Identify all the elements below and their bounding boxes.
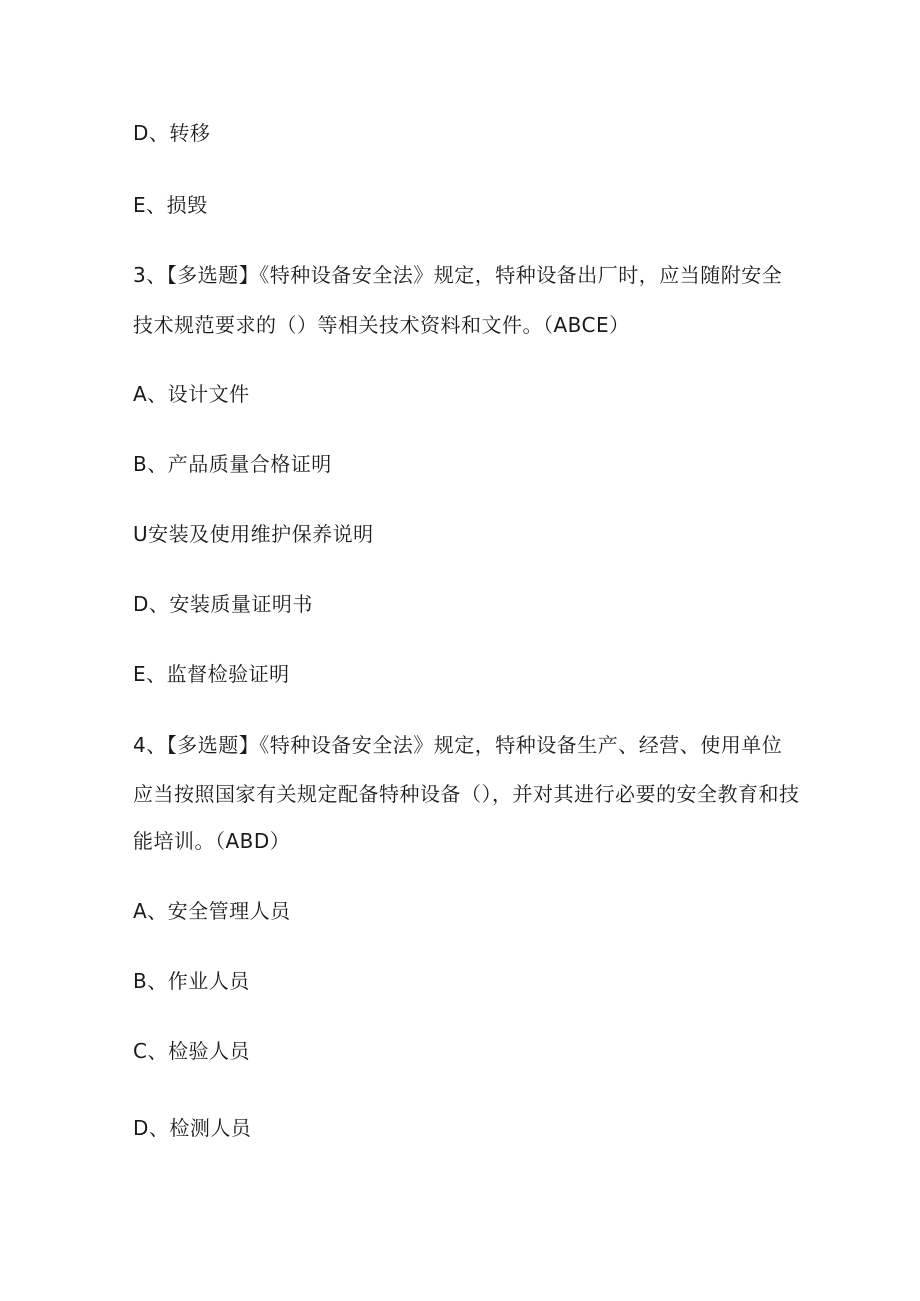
q3-option-c: U安装及使用维护保养说明 xyxy=(133,522,374,546)
q2-option-e: E、损毁 xyxy=(133,193,208,217)
q4-stem-line-2: 应当按照国家有关规定配备特种设备（），并对其进行必要的安全教育和技 xyxy=(133,782,800,806)
q4-option-b: B、作业人员 xyxy=(133,969,250,993)
q3-option-e: E、监督检验证明 xyxy=(133,662,290,686)
q3-stem-line-1: 3、【多选题】《特种设备安全法》规定，特种设备出厂时，应当随附安全 xyxy=(133,263,783,287)
q4-stem-line-3: 能培训。（ABD） xyxy=(133,829,291,853)
q2-option-d: D、转移 xyxy=(133,121,211,145)
q4-option-a: A、安全管理人员 xyxy=(133,899,291,923)
q3-option-b: B、产品质量合格证明 xyxy=(133,452,332,476)
q4-option-d: D、检测人员 xyxy=(133,1116,252,1140)
q4-option-c: C、检验人员 xyxy=(133,1039,250,1063)
q3-stem-line-2: 技术规范要求的（）等相关技术资料和文件。（ABCE） xyxy=(133,313,630,337)
q4-stem-line-1: 4、【多选题】《特种设备安全法》规定，特种设备生产、经营、使用单位 xyxy=(133,733,783,757)
q3-option-d: D、安装质量证明书 xyxy=(133,592,313,616)
q3-option-a: A、设计文件 xyxy=(133,382,250,406)
